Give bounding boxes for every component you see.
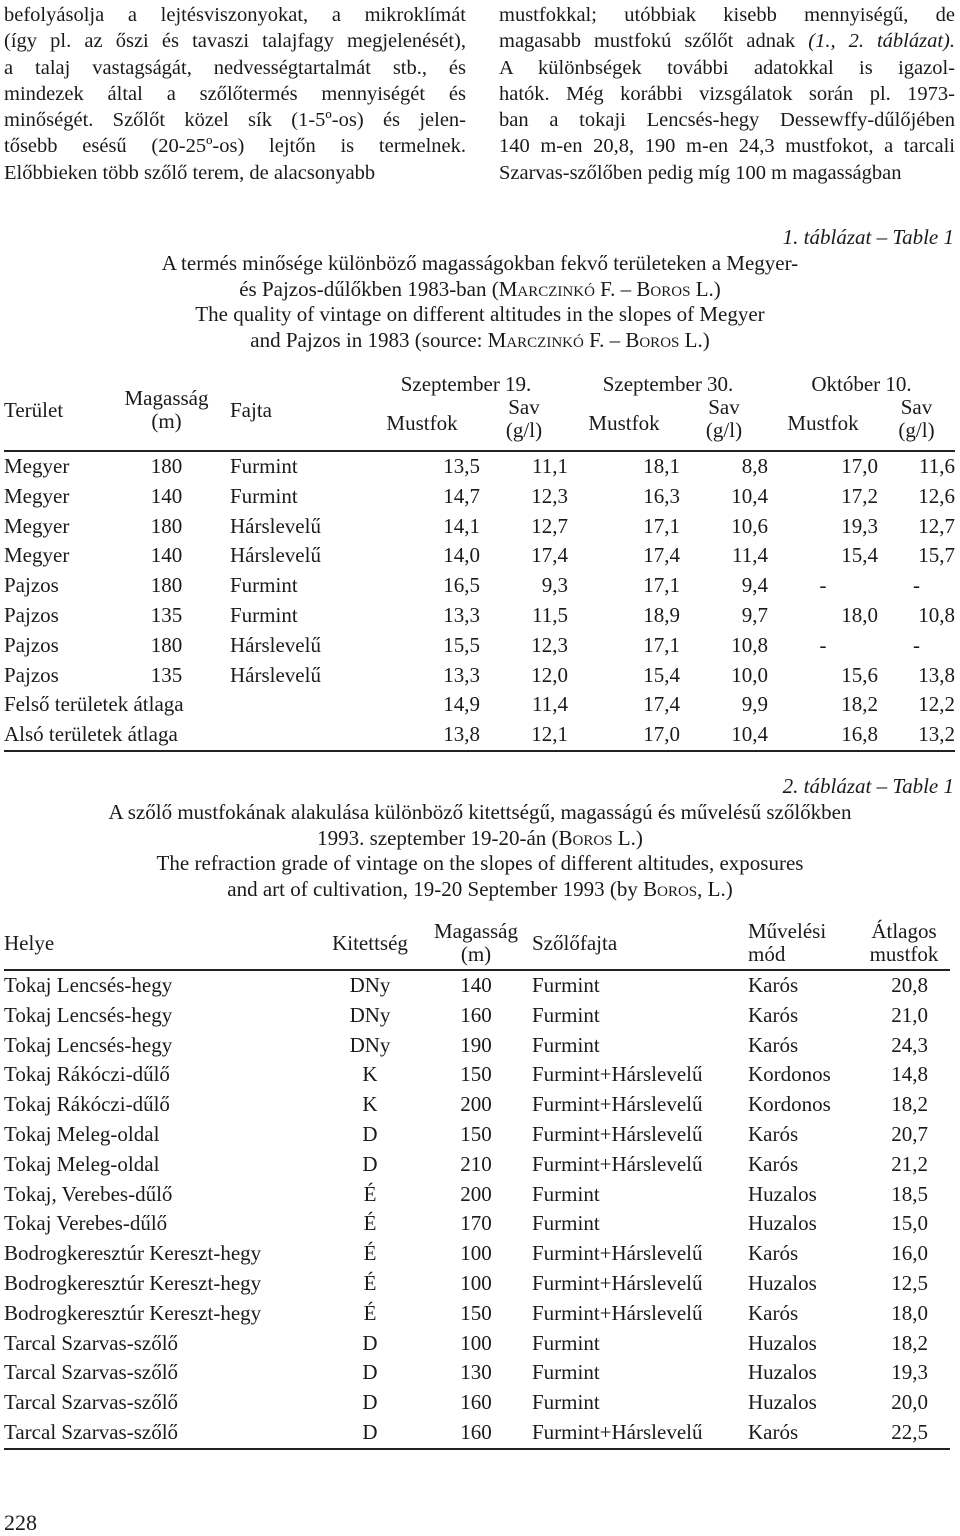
table-cell: Furmint (532, 1330, 600, 1355)
table-row (4, 631, 955, 661)
table-cell: Tokaj Lencsés-hegy (4, 973, 173, 997)
table-cell: 20,8 (891, 973, 928, 997)
table-cell: D (362, 1151, 378, 1176)
table-cell: Furmint (532, 1390, 600, 1415)
table-cell: 8,8 (741, 454, 768, 478)
table-cell: D (362, 1360, 378, 1385)
table-cell: 200 (460, 1181, 492, 1206)
table-cell: 24,3 (891, 1032, 928, 1057)
table-cell: 17,1 (643, 632, 680, 657)
table-cell: 150 (460, 1121, 492, 1146)
table-cell: Bodrogkeresztúr Kereszt-hegy (4, 1270, 262, 1295)
table-cell: 14,8 (891, 1062, 928, 1087)
table-row (4, 482, 955, 512)
table-cell: 10,8 (731, 632, 768, 657)
table1-caption-en-line1: The quality of vintage on different altitudes in the slopes of Megyer (195, 302, 765, 326)
table-row (4, 601, 955, 631)
table-cell: Furmint (230, 573, 298, 598)
table-row (4, 1329, 950, 1359)
table-row (4, 970, 950, 1001)
table-cell: 17,0 (568, 720, 680, 751)
table-cell: 11,4 (532, 692, 568, 717)
table-cell: 15,7 (918, 543, 955, 568)
table1-caption-hu-line1: A termés minősége különböző magasságokban fekvő területeken a Megyer- (161, 251, 799, 275)
table1-header-acid: Sav (g/l) (898, 395, 935, 442)
table-cell: 17,1 (643, 573, 680, 598)
table-cell: 200 (460, 1092, 492, 1117)
table-cell: Furmint (532, 1002, 600, 1027)
table-cell: Hárslevelű (230, 662, 321, 687)
author-name: Boros L. (558, 825, 636, 850)
table-row (4, 512, 955, 542)
table-cell: Huzalos (748, 1390, 817, 1415)
table-cell: 15,6 (841, 662, 878, 687)
table1 (4, 370, 955, 752)
table-cell: 180 (150, 513, 183, 538)
table-cell: Karós (748, 1121, 799, 1146)
table-cell: Furmint (532, 1181, 600, 1206)
table-cell: É (363, 1181, 377, 1206)
table-cell: - (819, 573, 827, 598)
table-cell: 140 (460, 973, 492, 997)
table2-caption-en-line1: The refraction grade of vintage on the slopes of different altitudes, exposures (156, 851, 804, 875)
table-cell: Furmint+Hárslevelű (532, 1092, 703, 1117)
table-cell: 18,5 (891, 1181, 928, 1206)
table-cell: 12,1 (480, 720, 568, 751)
table-cell: Furmint+Hárslevelű (532, 1300, 703, 1325)
table-cell: 11,5 (532, 602, 568, 627)
table-cell: 17,4 (531, 543, 568, 568)
table-cell: DNy (349, 1002, 391, 1027)
table-cell: 13,8 (364, 720, 480, 751)
text-line: a talaj vastagságát, nedvességtartalmát stb., és (4, 56, 466, 79)
author-name: Boros L. (636, 276, 714, 301)
table-cell: 14,0 (443, 543, 480, 568)
table-cell: Karós (748, 1418, 858, 1449)
table-cell: É (363, 1300, 377, 1325)
table1-header-must: Mustfok (787, 410, 859, 435)
table-cell: Pajzos (4, 662, 59, 687)
table1-body (4, 451, 955, 751)
table-cell: 18,2 (841, 692, 878, 717)
table-cell: Hárslevelű (230, 543, 321, 568)
table-cell: Furmint (532, 973, 600, 997)
table-cell: 130 (460, 1360, 492, 1385)
table-cell: 15,0 (891, 1211, 928, 1236)
table1-caption (0, 251, 960, 353)
table-cell: 13,8 (918, 662, 955, 687)
table1-header-date1: Szeptember 19. (400, 372, 532, 396)
table-row (4, 1060, 950, 1090)
table-cell: 10,6 (731, 513, 768, 538)
table-cell: 21,0 (891, 1002, 928, 1027)
table-cell: Furmint (230, 602, 298, 627)
text-line: magasabb mustfokú szőlőt adnak (1., 2. táblázat). (499, 30, 955, 53)
table-cell: 135 (150, 602, 183, 627)
table-cell: Furmint+Hárslevelű (532, 1270, 703, 1295)
table-cell: 100 (460, 1241, 492, 1266)
table-row (4, 661, 955, 691)
table2-header-place: Helye (4, 930, 55, 955)
table-cell: Pajzos (4, 602, 59, 627)
table2-header-method: Művelési mód (748, 919, 827, 966)
table-row (4, 1299, 950, 1329)
table2-header-altitude: Magasság (m) (434, 919, 518, 966)
author-name: Marczinkó F. (498, 276, 616, 301)
table-cell: Huzalos (748, 1181, 817, 1206)
table-cell: Tokaj Lencsés-hegy (4, 1032, 173, 1057)
table-cell: Tokaj Rákóczi-dűlő (4, 1062, 170, 1087)
table-cell: 14,7 (443, 483, 480, 508)
table-cell: Tokaj Meleg-oldal (4, 1121, 160, 1146)
text-line: 140 m-en 20,8, 190 m-en 24,3 mustfokot, a tarcali (499, 135, 955, 158)
table-cell: É (363, 1211, 377, 1236)
table-cell: Bodrogkeresztúr Kereszt-hegy (4, 1300, 262, 1325)
table-cell: 18,9 (643, 602, 680, 627)
table1-header-variety: Fajta (230, 397, 272, 422)
table-cell: Kordonos (748, 1062, 831, 1087)
table-cell: 17,4 (643, 543, 680, 568)
table-cell: 13,3 (443, 662, 480, 687)
table-cell: 11,6 (919, 454, 955, 478)
table-cell: 16,3 (643, 483, 680, 508)
table-cell: Furmint+Hárslevelű (532, 1241, 703, 1266)
table-cell: DNy (349, 1032, 391, 1057)
table-cell: 17,4 (643, 692, 680, 717)
table-cell: Huzalos (748, 1211, 817, 1236)
table-cell: 13,2 (878, 720, 955, 751)
table-cell: Tokaj Verebes-dűlő (4, 1211, 168, 1236)
table1-header-must: Mustfok (588, 410, 660, 435)
table-cell: Furmint (230, 483, 298, 508)
table-cell: 18,1 (643, 454, 680, 478)
table-cell: Megyer (4, 513, 70, 538)
table-cell: 11,4 (732, 543, 768, 568)
body-text-right-column (499, 2, 955, 186)
table1-header-acid: Sav (g/l) (505, 395, 543, 442)
table-cell: Tokaj, Verebes-dűlő (4, 1181, 173, 1206)
table-cell: Hárslevelű (230, 632, 321, 657)
table-cell: 180 (150, 632, 183, 657)
table-cell: Megyer (4, 543, 70, 568)
text-line: befolyásolja a lejtésviszonyokat, a mikroklímát (4, 4, 466, 26)
table2-caption (0, 800, 960, 902)
table-cell: Furmint (230, 454, 298, 478)
table-cell: 12,2 (918, 692, 955, 717)
table-cell: 160 (420, 1418, 532, 1449)
table-row (4, 1269, 950, 1299)
table-cell: 19,3 (891, 1360, 928, 1385)
table-cell: 18,2 (891, 1330, 928, 1355)
table-row (4, 1001, 950, 1031)
table-cell: Pajzos (4, 573, 59, 598)
text-line: ban a tokaji Lencsés-hegy Dessewffy-dűlőjében (499, 109, 955, 132)
table-summary-row (4, 690, 955, 720)
text-line: A különbségek további adatokkal is igazol- (499, 56, 955, 79)
table-cell: Karós (748, 1002, 799, 1027)
table-cell: Tokaj Lencsés-hegy (4, 1002, 173, 1027)
table-cell: K (362, 1062, 378, 1087)
table1-header-date2: Szeptember 30. (602, 372, 734, 396)
table-reference: (1., 2. táblázat). (808, 30, 955, 53)
table-cell: 16,5 (443, 573, 480, 598)
page-number: 228 (4, 1510, 37, 1535)
table-cell: 17,2 (841, 483, 878, 508)
text-line: hatók. Még korábbi vizsgálatok során pl. 1973- (499, 82, 955, 105)
body-text-left-column (4, 2, 466, 186)
table-cell: Tarcal Szarvas-szőlő (4, 1390, 179, 1415)
table-cell: 15,4 (841, 543, 878, 568)
table-cell: - (913, 632, 920, 657)
table-cell: 180 (150, 454, 183, 478)
table-cell: - (819, 632, 827, 657)
table-cell: 9,9 (741, 692, 768, 717)
table-cell: 12,6 (918, 483, 955, 508)
table-cell: 12,0 (531, 662, 568, 687)
table-row (4, 571, 955, 601)
table-cell: Furmint (532, 1211, 600, 1236)
table-cell: 190 (460, 1032, 492, 1057)
table1-caption-hu-line2: és Pajzos-dűlőkben 1983-ban (Marczinkó F. – Boros L.) (239, 276, 721, 301)
text-line: minőségét. Szőlőt közel sík (1-5º-os) és jelen- (4, 109, 466, 132)
table-cell: Tarcal Szarvas-szőlő (4, 1418, 320, 1449)
table2-header-exposure: Kitettség (332, 930, 408, 955)
table-row (4, 1090, 950, 1120)
table-cell: 135 (150, 662, 183, 687)
table-cell: 13,5 (443, 454, 480, 478)
table2-caption-hu-line2: 1993. szeptember 19-20-án (Boros L.) (317, 825, 643, 850)
table-cell: 22,5 (858, 1418, 950, 1449)
table2-header-variety: Szőlőfajta (532, 930, 618, 955)
table-cell: 15,5 (443, 632, 480, 657)
table1-caption-en-line2: and Pajzos in 1983 (source: Marczinkó F. – Boros L.) (250, 327, 710, 352)
table-cell: Tarcal Szarvas-szőlő (4, 1360, 179, 1385)
table-cell: K (362, 1092, 378, 1117)
table1-header-area: Terület (4, 397, 64, 422)
table-cell: Hárslevelű (230, 513, 321, 538)
table-cell: 150 (460, 1300, 492, 1325)
author-name: Boros, L. (643, 876, 726, 901)
table-cell: 170 (460, 1211, 492, 1236)
table-cell: 9,4 (741, 573, 768, 598)
table-cell: 12,3 (531, 483, 568, 508)
table2-label: 2. táblázat – Table 1 (782, 774, 954, 798)
table-row (4, 1239, 950, 1269)
table-cell: 140 (150, 543, 183, 568)
table-cell: 100 (460, 1330, 492, 1355)
table-cell: 14,9 (443, 692, 480, 717)
table-cell: D (362, 1390, 378, 1415)
table2-caption-en-line2: and art of cultivation, 19-20 September 1993 (by Boros, L.) (227, 876, 733, 901)
table-cell: 13,3 (443, 602, 480, 627)
table-row (4, 1209, 950, 1239)
table-cell: D (362, 1330, 378, 1355)
table-cell: Furmint (532, 1360, 600, 1385)
text-line: tősebb esésű (20-25º-os) lejtőn is termelnek. (4, 135, 466, 158)
table-cell: - (913, 573, 920, 598)
table-row (4, 1120, 950, 1150)
table-cell: É (363, 1241, 377, 1266)
table-cell: 150 (460, 1062, 492, 1087)
table-cell: Huzalos (748, 1360, 817, 1385)
table1-header-altitude: Magasság (m) (124, 386, 209, 433)
table-cell: 12,7 (918, 513, 955, 538)
table-cell: 12,7 (531, 513, 568, 538)
text-line: mindezek által a szőlőtermés mennyiségét és (4, 82, 466, 105)
text-line: Előbbieken több szőlő terem, de alacsonyabb (4, 161, 376, 184)
table-row (4, 1180, 950, 1210)
table-cell: É (363, 1270, 377, 1295)
table-cell: 10,4 (731, 483, 768, 508)
table-cell: Furmint (532, 1032, 600, 1057)
table-cell: Huzalos (748, 1330, 817, 1355)
table-cell: 11,1 (532, 454, 568, 478)
table-cell: 17,1 (643, 513, 680, 538)
table-summary-row (4, 720, 955, 751)
table-cell: 12,3 (531, 632, 568, 657)
table1-header-date3: Október 10. (811, 372, 912, 396)
table-cell: 12,5 (891, 1270, 928, 1295)
table-cell: Felső területek átlaga (4, 692, 184, 717)
table2 (4, 917, 950, 1450)
table-cell: 16,0 (891, 1241, 928, 1266)
author-name: Boros L. (625, 327, 703, 352)
table-row (4, 1358, 950, 1388)
table-cell: 21,2 (891, 1151, 928, 1176)
text-line: (így pl. az őszi és tavaszi talajfagy megjelenését), (4, 30, 466, 53)
table-cell: Pajzos (4, 632, 59, 657)
table-cell: 20,7 (891, 1121, 928, 1146)
table-cell: 18,2 (891, 1092, 928, 1117)
table-row (4, 1150, 950, 1180)
table-cell: 160 (460, 1390, 492, 1415)
table-cell: 16,8 (768, 720, 878, 751)
table-cell: Furmint+Hárslevelű (532, 1121, 703, 1146)
table-cell: 19,3 (841, 513, 878, 538)
table-cell: Tokaj Rákóczi-dűlő (4, 1092, 170, 1117)
table-cell: 10,4 (680, 720, 768, 751)
table-row (4, 1388, 950, 1418)
table-cell: Karós (748, 1032, 799, 1057)
table-cell: Karós (748, 1300, 799, 1325)
table-cell: Karós (748, 1151, 799, 1176)
table1-header-must: Mustfok (386, 410, 458, 435)
table-cell: 9,7 (741, 602, 768, 627)
table-cell: Alsó területek átlaga (4, 720, 364, 751)
text-line: mustfokkal; utóbbiak kisebb mennyiségű, de (499, 4, 955, 26)
text-line: Szarvas-szőlőben pedig míg 100 m magasságban (499, 161, 902, 184)
table2-header-average-must: Átlagos mustfok (869, 919, 939, 966)
table-cell: Tokaj Meleg-oldal (4, 1151, 160, 1176)
table-cell: 180 (150, 573, 183, 598)
table-cell: Megyer (4, 454, 70, 478)
table-cell: 10,8 (918, 602, 955, 627)
table-cell: Furmint+Hárslevelű (532, 1062, 703, 1087)
table-cell: Huzalos (748, 1270, 817, 1295)
table-cell: 210 (460, 1151, 492, 1176)
table-cell: Karós (748, 973, 799, 997)
table-cell: 14,1 (443, 513, 480, 538)
table-row (4, 1418, 950, 1449)
table-cell: 9,3 (541, 573, 568, 598)
table-cell: Kordonos (748, 1092, 831, 1117)
table-cell: Furmint+Hárslevelű (532, 1418, 748, 1449)
table1-header-acid: Sav (g/l) (705, 395, 743, 442)
table-row (4, 541, 955, 571)
table-cell: D (320, 1418, 420, 1449)
table-row (4, 451, 955, 482)
table-cell: 17,0 (841, 454, 878, 478)
table-cell: 18,0 (891, 1300, 928, 1325)
table-cell: 10,0 (731, 662, 768, 687)
table-cell: DNy (349, 973, 391, 997)
table-cell: Karós (748, 1241, 799, 1266)
table1-label: 1. táblázat – Table 1 (782, 225, 954, 249)
table-cell: 18,0 (841, 602, 878, 627)
table-row (4, 1031, 950, 1061)
table-cell: Furmint+Hárslevelű (532, 1151, 703, 1176)
table-cell: 15,4 (643, 662, 680, 687)
table-cell: 20,0 (891, 1390, 928, 1415)
table-cell: Tarcal Szarvas-szőlő (4, 1330, 179, 1355)
table-cell: 140 (150, 483, 183, 508)
table-cell: Bodrogkeresztúr Kereszt-hegy (4, 1241, 262, 1266)
table-cell: D (362, 1121, 378, 1146)
author-name: Marczinkó F. (487, 327, 605, 352)
table-cell: 160 (460, 1002, 492, 1027)
table-cell: Megyer (4, 483, 70, 508)
table2-caption-hu-line1: A szőlő mustfokának alakulása különböző kitettségű, magasságú és művelésű szőlőkben (108, 800, 852, 824)
table-cell: 100 (460, 1270, 492, 1295)
table2-body (4, 970, 950, 1449)
